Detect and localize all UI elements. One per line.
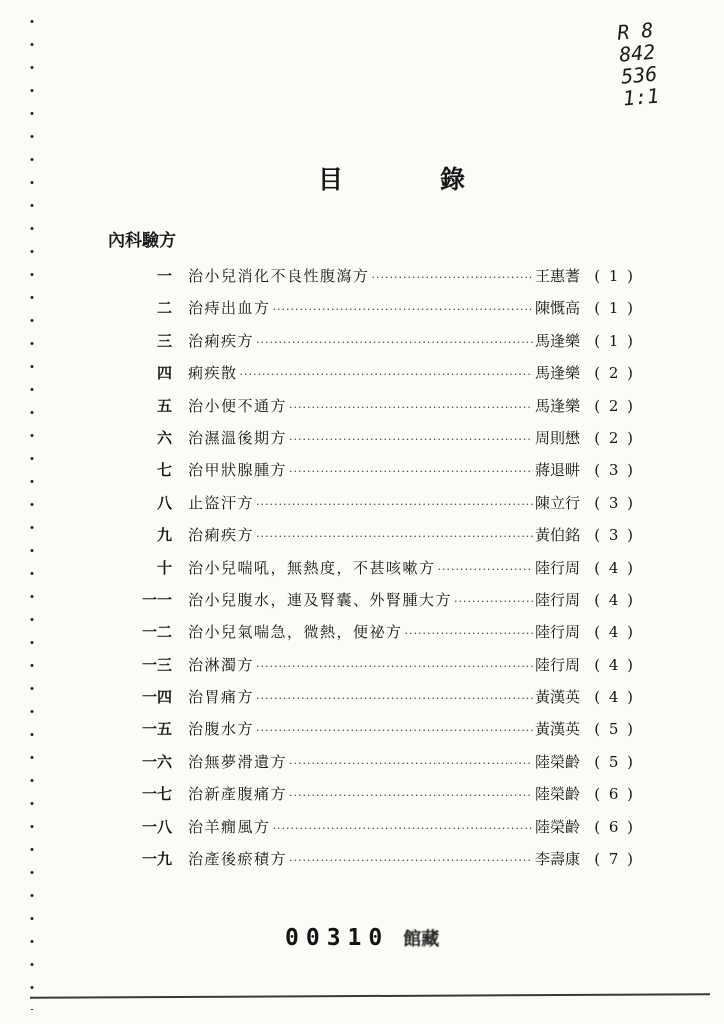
entry-number: 一二: [141, 623, 172, 642]
leader-dots: [405, 627, 533, 640]
leader-dots: [289, 854, 533, 867]
entry-author: 陳慨高: [535, 299, 581, 318]
entry-page: ( 5 ): [594, 752, 635, 771]
toc-entry: [120, 427, 635, 459]
leader-dots: [289, 789, 533, 802]
entry-page: ( 1 ): [594, 299, 635, 318]
entry-number: 六: [156, 428, 172, 447]
entry-page: ( 3 ): [594, 493, 635, 512]
entry-title: 治痢疾方: [188, 331, 255, 350]
entry-number: 一七: [141, 785, 172, 804]
entry-number: 九: [156, 526, 172, 545]
handwritten-call-number: [616, 14, 708, 109]
entry-author: 馬逢樂: [535, 331, 581, 350]
entry-title: 治痢疾方: [188, 526, 255, 545]
entry-number: 一六: [141, 752, 172, 771]
entry-title: 治無夢滑遺方: [188, 752, 288, 771]
leader-dots: [438, 563, 533, 576]
entry-number: 八: [156, 493, 172, 512]
entry-title: 治小兒腹水，連及腎囊、外腎腫大方: [188, 590, 453, 609]
leader-dots: [256, 530, 533, 543]
entry-title: 治小兒喘吼，無熱度，不甚咳嗽方: [188, 558, 436, 577]
toc-entry: [120, 297, 635, 329]
entry-number: 一三: [141, 655, 172, 674]
stamp-seal: 館藏: [403, 929, 440, 950]
entry-author: 黃漢英: [535, 688, 581, 707]
toc-entry: [120, 816, 635, 848]
call-number-line: R 8: [616, 17, 655, 45]
leader-dots: [256, 692, 533, 705]
entry-page: ( 4 ): [594, 688, 635, 707]
entry-title: 治濕溫後期方: [188, 428, 288, 447]
entry-title: 治產後瘀積方: [188, 850, 288, 869]
leader-dots: [256, 498, 533, 511]
toc-entry: [120, 686, 635, 718]
entry-author: 黃伯銘: [535, 526, 581, 545]
entry-number: 一: [156, 267, 172, 285]
entry-author: 蔣退畊: [535, 461, 581, 480]
entry-number: 七: [156, 461, 172, 480]
entry-title: 止盜汗方: [188, 493, 255, 512]
entry-number: 一九: [141, 850, 172, 869]
toc-entry: [120, 751, 635, 783]
entry-title: 治胃痛方: [188, 688, 255, 707]
entry-author: 李壽康: [535, 850, 581, 869]
entry-author: 王惠蓍: [535, 267, 581, 285]
leader-dots: [289, 465, 533, 478]
call-number-line: 842: [618, 39, 657, 67]
entry-title: 治小兒氣喘急，微熱，便祕方: [188, 623, 403, 642]
entry-page: ( 2 ): [594, 428, 635, 447]
entry-title: 治痔出血方: [188, 299, 271, 318]
leader-dots: [273, 822, 533, 835]
entry-author: 黃漢英: [535, 720, 581, 739]
entry-author: 周則懋: [535, 428, 581, 447]
toc-entry: [120, 654, 635, 686]
entry-title: 治羊癇風方: [188, 817, 271, 836]
entry-author: 陸榮齡: [535, 785, 581, 804]
entry-number: 一一: [141, 590, 172, 609]
bottom-rule: [30, 993, 710, 999]
leader-dots: [372, 271, 533, 284]
section-heading: 內科驗方: [108, 231, 176, 251]
entry-author: 陸榮齡: [535, 817, 581, 836]
page-title: 目 錄: [318, 165, 502, 194]
toc-entry: [120, 524, 635, 556]
entry-page: ( 4 ): [594, 655, 635, 674]
library-stamp: [285, 925, 439, 951]
entry-page: ( 3 ): [594, 526, 635, 545]
stamp-number: 00310: [285, 925, 390, 951]
entry-number: 四: [156, 364, 172, 383]
binding-dots: [30, 10, 34, 1010]
entry-page: ( 2 ): [594, 364, 635, 383]
entry-number: 十: [156, 558, 172, 577]
toc-entry: [120, 848, 635, 880]
toc-entry: [120, 621, 635, 653]
entry-author: 陸行周: [535, 558, 581, 577]
toc-entry: [120, 589, 635, 621]
entry-page: ( 6 ): [594, 817, 635, 836]
entry-author: 馬逢樂: [535, 396, 581, 415]
toc-entry: [120, 783, 635, 815]
toc-entry: [120, 718, 635, 750]
table-of-contents: [120, 265, 635, 880]
leader-dots: [289, 401, 533, 414]
entry-title: 治小兒消化不良性腹瀉方: [188, 267, 370, 285]
entry-author: 陸榮齡: [535, 752, 581, 771]
toc-entry: [120, 557, 635, 589]
leader-dots: [256, 336, 533, 349]
leader-dots: [240, 368, 533, 381]
entry-number: 三: [156, 331, 172, 350]
call-number-line: 536: [620, 61, 659, 89]
leader-dots: [256, 660, 533, 673]
entry-number: 一四: [141, 688, 172, 707]
entry-author: 陸行周: [535, 655, 581, 674]
toc-entry: [120, 492, 635, 524]
leader-dots: [289, 757, 533, 770]
entry-title: 治小便不通方: [188, 396, 288, 415]
entry-title: 治甲狀腺腫方: [188, 461, 288, 480]
entry-number: 一五: [141, 720, 172, 739]
leader-dots: [273, 303, 533, 316]
entry-page: ( 7 ): [594, 850, 635, 869]
leader-dots: [289, 433, 533, 446]
toc-entry: [120, 459, 635, 491]
leader-dots: [256, 724, 533, 737]
call-number-line: 1:1: [621, 83, 661, 111]
entry-page: ( 2 ): [594, 396, 635, 415]
toc-entry: [120, 330, 635, 362]
entry-page: ( 1 ): [594, 331, 635, 350]
toc-entry: [120, 362, 635, 394]
entry-title: 治淋濁方: [188, 655, 255, 674]
entry-author: 陳立行: [535, 493, 581, 512]
leader-dots: [454, 595, 533, 608]
entry-author: 馬逢樂: [535, 364, 581, 383]
entry-page: ( 4 ): [594, 623, 635, 642]
entry-page: ( 3 ): [594, 461, 635, 480]
entry-author: 陸行周: [535, 623, 581, 642]
entry-author: 陸行周: [535, 590, 581, 609]
entry-title: 治腹水方: [188, 720, 255, 739]
toc-entry: [120, 265, 635, 297]
toc-entry: [120, 395, 635, 427]
entry-page: ( 6 ): [594, 785, 635, 804]
entry-title: 痢疾散: [188, 364, 238, 383]
entry-number: 二: [156, 299, 172, 318]
entry-page: ( 5 ): [594, 720, 635, 739]
entry-page: ( 4 ): [594, 558, 635, 577]
entry-title: 治新產腹痛方: [188, 785, 288, 804]
entry-page: ( 4 ): [594, 590, 635, 609]
entry-page: ( 1 ): [594, 267, 635, 285]
entry-number: 一八: [141, 817, 172, 836]
entry-number: 五: [156, 396, 172, 415]
